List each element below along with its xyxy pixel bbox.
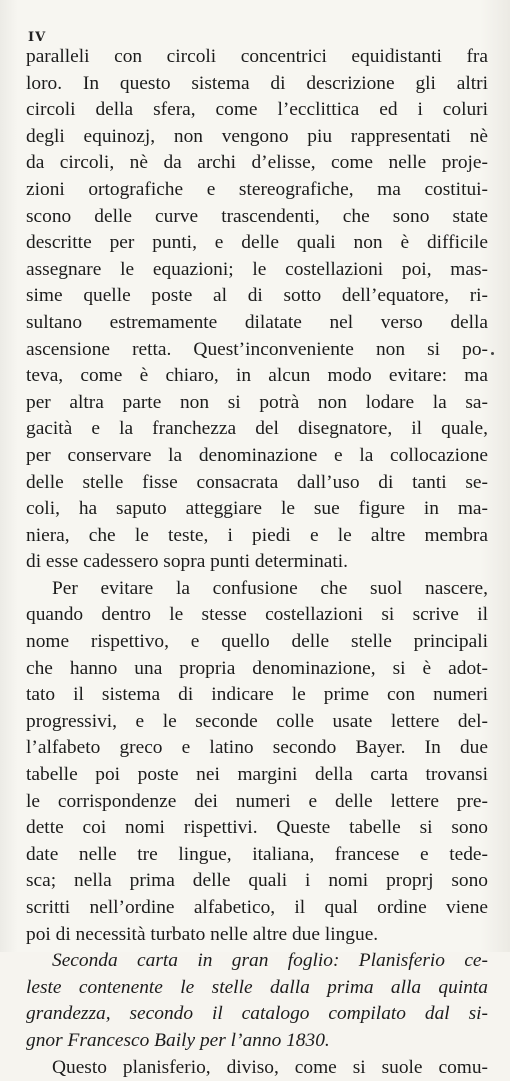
text-line: tato il sistema di indicare le prime con numeri	[26, 684, 488, 706]
text-line: delle stelle fisse consacrata dall’uso di tanti se-	[26, 471, 488, 493]
text-line: zioni ortografiche e stereografiche, ma costitui-	[26, 178, 488, 200]
text-line: grandezza, secondo il catalogo compilato dal si-	[26, 1003, 488, 1025]
page-number: IV	[28, 30, 47, 45]
text-line: poi di necessità turbato nelle altre due lingue.	[26, 923, 379, 945]
text-line: leste contenente le stelle dalla prima alla quinta	[26, 976, 488, 998]
text-line: Per evitare la confusione che suol nascere,	[52, 577, 488, 599]
text-line: dette coi nomi rispettivi. Queste tabelle si sono	[26, 817, 488, 839]
text-line: da circoli, nè da archi d’elisse, come nelle proje-	[26, 152, 488, 174]
text-line: niera, che le teste, i piedi e le altre membra	[26, 524, 488, 546]
text-line: che hanno una propria denominazione, si è adot-	[26, 657, 488, 679]
text-line: di esse cadessero sopra punti determinati.	[26, 551, 349, 573]
text-line: assegnare le equazioni; le costellazioni poi, mas-	[26, 258, 488, 280]
text-line: sime quelle poste al di sotto dell’equatore, ri-	[26, 285, 488, 307]
text-line: date nelle tre lingue, italiana, francese e tede-	[26, 843, 488, 865]
text-line: sca; nella prima delle quali i nomi proprj sono	[26, 870, 488, 892]
text-line: scritti nell’ordine alfabetico, il qual ordine viene	[26, 897, 488, 918]
text-line: quando dentro le stesse costellazioni si scrive il	[26, 604, 488, 626]
text-line: sultano estremamente dilatate nel verso della	[26, 311, 488, 333]
text-line: degli equinozj, non vengono piu rappresentati nè	[26, 125, 488, 147]
text-line: descritte per punti, e delle quali non è difficile	[26, 232, 488, 254]
text-line: loro. In questo sistema di descrizione gli altri	[26, 72, 488, 94]
text-line: gnor Francesco Baily per l’anno 1830.	[26, 1029, 330, 1051]
text-line: Seconda carta in gran foglio: Planisferio ce-	[52, 950, 488, 972]
text-line: ascensione retta. Quest’inconveniente non si po-	[26, 338, 488, 360]
text-line: circoli della sfera, come l’ecclittica ed i coluri	[26, 99, 488, 121]
text-line: l’alfabeto greco e latino secondo Bayer. In due	[26, 737, 488, 759]
text-line: nome rispettivo, e quello delle stelle principali	[26, 631, 488, 653]
margin-dot	[491, 352, 494, 355]
text-line: tabelle poi poste nei margini della carta trovansi	[26, 764, 488, 786]
body-text	[26, 44, 488, 1081]
text-line: per altra parte non si potrà non lodare la sa-	[26, 391, 488, 413]
text-line: teva, come è chiaro, in alcun modo evitare: ma	[26, 365, 488, 387]
text-line: coli, ha saputo atteggiare le sue figure in ma-	[26, 498, 488, 520]
text-line: Questo planisferio, diviso, come si suole comu-	[52, 1056, 488, 1078]
text-line: progressivi, e le seconde colle usate lettere del-	[26, 710, 488, 732]
text-line: paralleli con circoli concentrici equidistanti fra	[26, 46, 488, 67]
text-line: per conservare la denominazione e la collocazione	[26, 444, 488, 466]
text-line: gacità e la franchezza del disegnatore, il quale,	[26, 418, 488, 440]
text-line: scono delle curve trascendenti, che sono state	[26, 205, 488, 227]
text-line: le corrispondenze dei numeri e delle lettere pre-	[26, 790, 488, 812]
